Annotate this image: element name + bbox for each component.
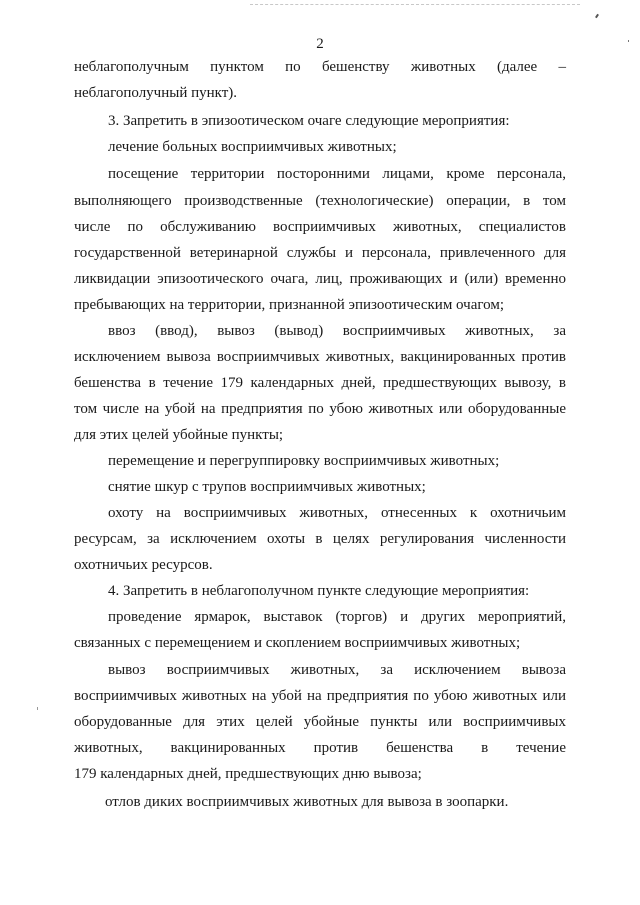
text-line: ресурсам, за исключением охоты в целях регулирования численности [74, 531, 566, 547]
text-line: снятие шкур с трупов восприимчивых животных; [108, 479, 426, 495]
text-line: 4. Запретить в неблагополучном пункте следующие мероприятия: [108, 583, 530, 599]
text-line: неблагополучным пунктом по бешенству животных (далее – [74, 59, 566, 75]
text-line: отлов диких восприимчивых животных для вывоза в зоопарки. [105, 794, 509, 810]
text-line: том числе на убой на предприятия по убою животных или оборудованные [74, 401, 566, 417]
text-line: вывоз восприимчивых животных, за исключением вывоза [108, 662, 566, 678]
text-line: 179 календарных дней, предшествующих дню вывоза; [74, 766, 422, 782]
page-number: 2 [316, 36, 324, 52]
text-line: посещение территории посторонними лицами, кроме персонала, [108, 166, 566, 182]
text-line: восприимчивых животных на убой на предприятия по убою животных или [74, 688, 566, 704]
text-line: ликвидации эпизоотического очага, лиц, проживающих и (или) временно [74, 271, 566, 287]
scan-speck [37, 707, 38, 710]
text-line: ввоз (ввод), вывоз (вывод) восприимчивых животных, за [108, 323, 566, 339]
text-line: пребывающих на территории, признанной эпизоотическим очагом; [74, 297, 505, 313]
text-line: для этих целей убойные пункты; [74, 427, 284, 443]
text-line: охоту на восприимчивых животных, отнесенных к охотничьим [108, 505, 566, 521]
text-line: охотничьих ресурсов. [74, 557, 213, 573]
text-line: числе по обслуживанию восприимчивых животных, специалистов [74, 219, 566, 235]
text-line: выполняющего производственные (технологические) операции, в том [74, 193, 566, 209]
text-line: 3. Запретить в эпизоотическом очаге следующие мероприятия: [108, 113, 510, 129]
text-line: лечение больных восприимчивых животных; [108, 139, 397, 155]
text-line: бешенства в течение 179 календарных дней, предшествующих вывозу, в [74, 375, 566, 391]
text-line: животных, вакцинированных против бешенства в течение [74, 740, 566, 756]
text-line: оборудованные для этих целей убойные пункты или восприимчивых [74, 714, 566, 730]
text-line: связанных с перемещением и скоплением восприимчивых животных; [74, 635, 521, 651]
text-line: проведение ярмарок, выставок (торгов) и других мероприятий, [108, 609, 566, 625]
scan-edge-line [250, 4, 580, 6]
text-line: перемещение и перегруппировку восприимчивых животных; [108, 453, 500, 469]
text-line: неблагополучный пункт). [74, 85, 238, 101]
text-line: государственной ветеринарной службы и персонала, привлеченного для [74, 245, 566, 261]
text-line: исключением вывоза восприимчивых животных, вакцинированных против [74, 349, 566, 365]
scan-speck [595, 14, 599, 18]
